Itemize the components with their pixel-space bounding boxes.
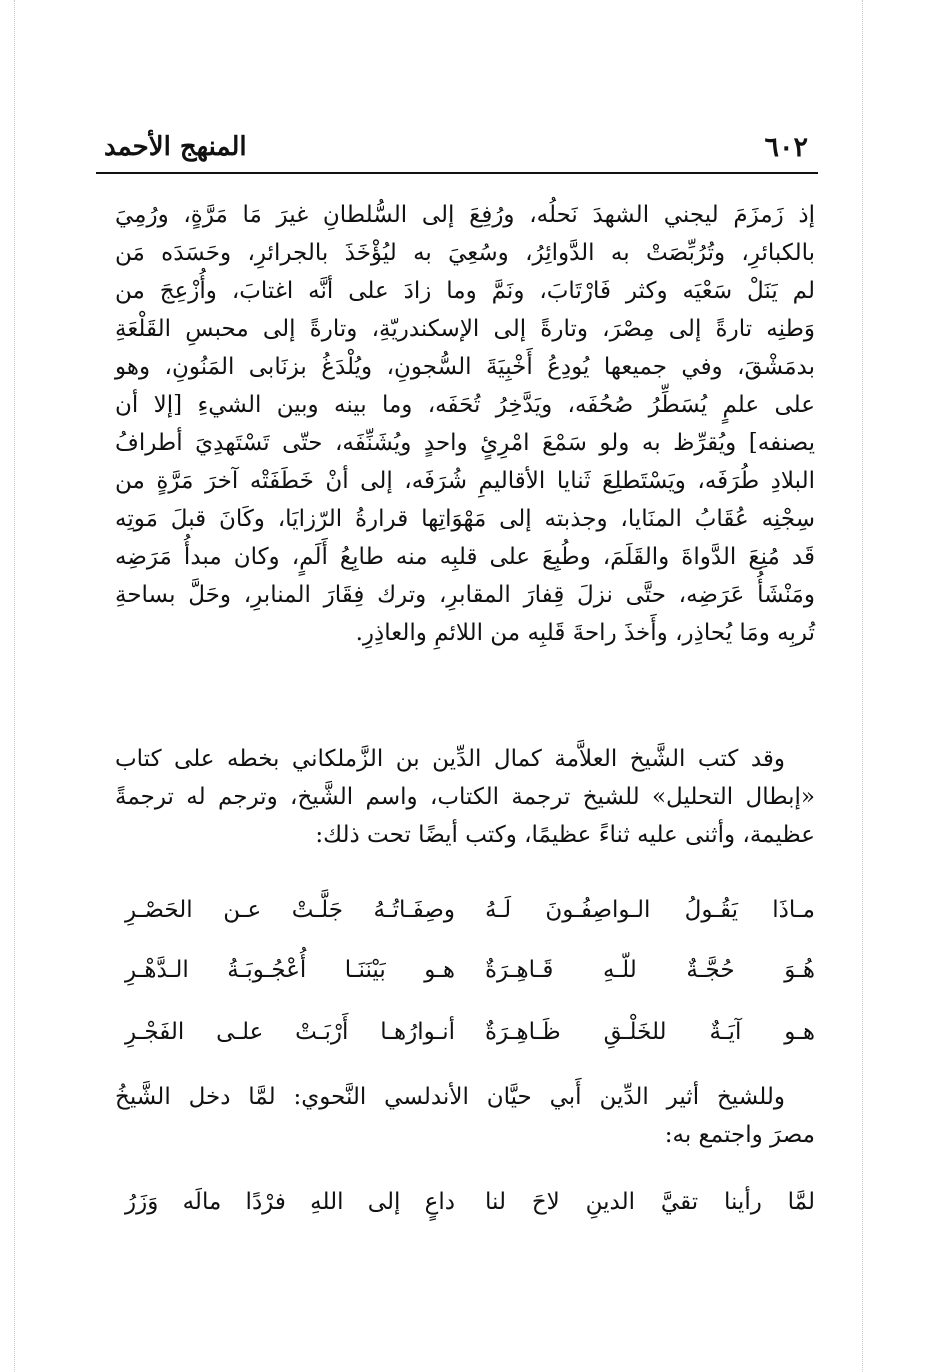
text-line: يصنفه] ويُقرِّظ به ولو سَمْعَ امْرِئٍ واحدٍ ويُشَنِّفَه، حتّى تَسْتَهدِيَ أطرافُ xyxy=(115,430,815,456)
verse-first-hemistich: لمَّا رأينا تقيَّ الدينِ لاحَ لنا xyxy=(485,1189,815,1215)
paragraph-3 xyxy=(115,1078,815,1154)
text-line: وللشيخ أثير الدِّين أَبي حيَّان الأندلسي النَّحوي: لمَّا دخل الشَّيخُ xyxy=(115,1084,785,1110)
page-header xyxy=(98,128,816,172)
text-line: تُربِه ومَا يُحاذِر، وأَخذَ راحةَ قَلبِه من اللائمِ والعاذِرِ. xyxy=(355,620,815,646)
text-line: لم يَنَلْ سَعْيَه وكثر فَارْتَابَ، ونَمَّ وما زادَ على أنَّه اغتابَ، وأُزْعِجَ من xyxy=(115,278,815,304)
verse-second-hemistich: وصِفَـاتُـهُ جَلَّـتْ عـن الحَصْـرِ xyxy=(125,897,455,923)
verse-second-hemistich: داعٍ إلى اللهِ فرْدًا مالَه وَزَرُ xyxy=(125,1189,455,1215)
header-rule xyxy=(96,172,818,174)
paragraph-2 xyxy=(115,740,815,854)
text-line: وقد كتب الشَّيخ العلاَّمة كمال الدِّين بن الزَّملكاني بخطه على كتاب xyxy=(115,746,785,772)
text-line: وَطنِه تارةً إلى مِصْرَ، وتارةً إلى الإسكندريّةِ، وتارةً إلى محبسِ القَلْعَةِ xyxy=(115,316,815,342)
text-line: بالكبائرِ، وتُرُبِّصَتْ به الدَّوائِرُ، وسُعِيَ به ليُؤْخَذَ بالجرائرِ، وحَسَدَه مَن xyxy=(115,240,815,266)
text-line: «إبطال التحليل» للشيخ ترجمة الكتاب، واسم الشَّيخ، وترجم له ترجمةً xyxy=(115,784,815,810)
paragraph-1 xyxy=(115,196,815,652)
text-line: ومَنْشَأُ عَرَضِه، حتَّى نزلَ قِفارَ المقابرِ، وترك فِقَارَ المنابرِ، وحَلَّ بساحةِ xyxy=(115,582,815,608)
verse-line xyxy=(0,948,945,992)
verse-first-hemistich: هُـوَ حُجَّـةٌ للّـهِ قَـاهِـرَةٌ xyxy=(485,957,815,983)
scan-edge-left xyxy=(14,0,15,1372)
verse-first-hemistich: مـاذَا يَقُـولُ الـواصِفُـونَ لَـهُ xyxy=(485,897,815,923)
text-line: إذ زَمزَمَ ليجني الشهدَ نَحلُه، ورُفِعَ إلى السُّلطانِ غيرَ مَا مَرَّةٍ، ورُمِيَ xyxy=(115,202,815,228)
verse-line xyxy=(0,1010,945,1054)
verse-line xyxy=(0,1180,945,1224)
text-line: على علمٍ يُسَطِّرُ صُحُفَه، ويَدَّخِرُ تُحَفَه، وما بينه وبين الشيءِ [إلا أن xyxy=(115,392,815,418)
scan-edge-right xyxy=(862,0,863,1372)
text-line: البلادِ طُرَفَه، ويَسْتَطلِعَ ثَنايا الأقاليمِ شُرَفَه، إلى أنْ خَطَفَتْه آخرَ مَرَّةٍ من xyxy=(115,468,815,494)
verse-second-hemistich: أنـوارُهـا أَرْبَـتْ علـى الفَجْـرِ xyxy=(125,1019,455,1045)
text-line: سِجْنِه عُقَابُ المنَايا، وجذبته إلى مَهْوَاتِها قرارةُ الرّزايَا، وكَانَ قبلَ مَوتِه xyxy=(115,506,815,532)
text-line: مصرَ واجتمع به: xyxy=(664,1122,815,1148)
text-line: قَد مُنِعَ الدَّواةَ والقَلَمَ، وطُبِعَ على قلبِه منه طابِعُ أَلَمٍ، وكان مبدأُ مَرَضِه xyxy=(115,544,815,570)
verse-line xyxy=(0,888,945,932)
verse-second-hemistich: هـو بَيْنَنَـا أُعْجُـوبَـةُ الـدَّهْـرِ xyxy=(125,957,455,983)
text-line: بدمَشْقَ، وفي جميعها يُودِعُ أَخْبِيَةَ السُّجونِ، ويُلْدَغُ بزنَابى المَنُونِ، وهو xyxy=(115,354,815,380)
text-line: عظيمة، وأثنى عليه ثناءً عظيمًا، وكتب أيضًا تحت ذلك: xyxy=(315,822,815,848)
page-number: ٦٠٢ xyxy=(764,132,808,163)
running-title: المنهج الأحمد xyxy=(104,132,247,162)
verse-first-hemistich: هـو آيَـةٌ للخَلْـقِ ظَـاهِـرَةٌ xyxy=(485,1019,815,1045)
